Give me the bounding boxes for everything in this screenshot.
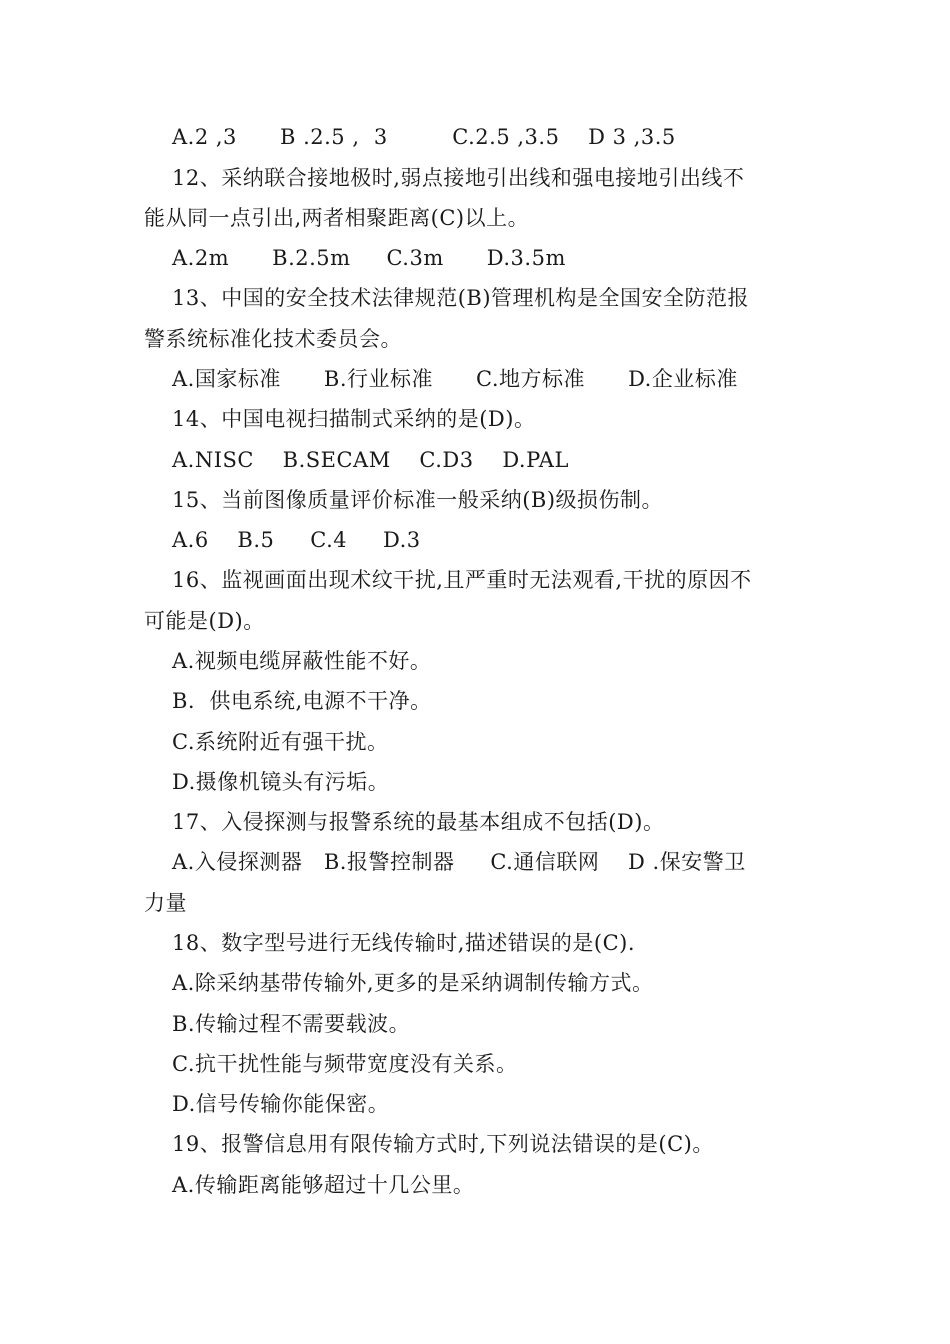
q16-option-a: A.视频电缆屏蔽性能不好。: [172, 649, 432, 673]
q18-option-d: D.信号传输你能保密。: [172, 1092, 390, 1116]
q18-option-b: B.传输过程不需要载波。: [172, 1012, 411, 1036]
q12-options: A.2m B.2.5m C.3m D.3.5m: [172, 246, 566, 270]
q19-text: 19、报警信息用有限传输方式时,下列说法错误的是(C)。: [172, 1132, 714, 1156]
q12-text-line-1: 12、采纳联合接地极时,弱点接地引出线和强电接地引出线不: [172, 166, 745, 190]
q13-text-line-1: 13、中国的安全技术法律规范(B)管理机构是全国安全防范报: [172, 286, 750, 310]
q13-options: A.国家标准 B.行业标准 C.地方标准 D.企业标准: [172, 367, 738, 391]
q19-option-a: A.传输距离能够超过十几公里。: [172, 1173, 475, 1197]
q18-option-a: A.除采纳基带传输外,更多的是采纳调制传输方式。: [172, 971, 654, 995]
q12-text-line-2: 能从同一点引出,两者相聚距离(C)以上。: [144, 206, 530, 230]
q18-text: 18、数字型号进行无线传输时,描述错误的是(C).: [172, 931, 636, 955]
q14-text: 14、中国电视扫描制式采纳的是(D)。: [172, 407, 536, 431]
q15-text: 15、当前图像质量评价标准一般采纳(B)级损伤制。: [172, 488, 664, 512]
q15-options: A.6 B.5 C.4 D.3: [172, 528, 421, 552]
q16-option-d: D.摄像机镜头有污垢。: [172, 770, 390, 794]
q18-option-c: C.抗干扰性能与频带宽度没有关系。: [172, 1052, 518, 1076]
q14-options: A.NISC B.SECAM C.D3 D.PAL: [172, 448, 569, 472]
q13-text-line-2: 警系统标准化技术委员会。: [144, 327, 402, 351]
q17-options: A.入侵探测器 B.报警控制器 C.通信联网 D .保安警卫: [172, 850, 746, 874]
q11-options: A.2 ,3 B .2.5 , 3 C.2.5 ,3.5 D 3 ,3.5: [172, 125, 676, 149]
q16-text-line-1: 16、监视画面出现术纹干扰,且严重时无法观看,干扰的原因不: [172, 568, 752, 592]
q17-text: 17、入侵探测与报警系统的最基本组成不包括(D)。: [172, 810, 665, 834]
q16-option-b: B. 供电系统,电源不干净。: [172, 689, 432, 713]
q16-option-c: C.系统附近有强干扰。: [172, 730, 389, 754]
q17-options-wrap: 力量: [144, 891, 187, 915]
q16-text-line-2: 可能是(D)。: [144, 609, 265, 633]
